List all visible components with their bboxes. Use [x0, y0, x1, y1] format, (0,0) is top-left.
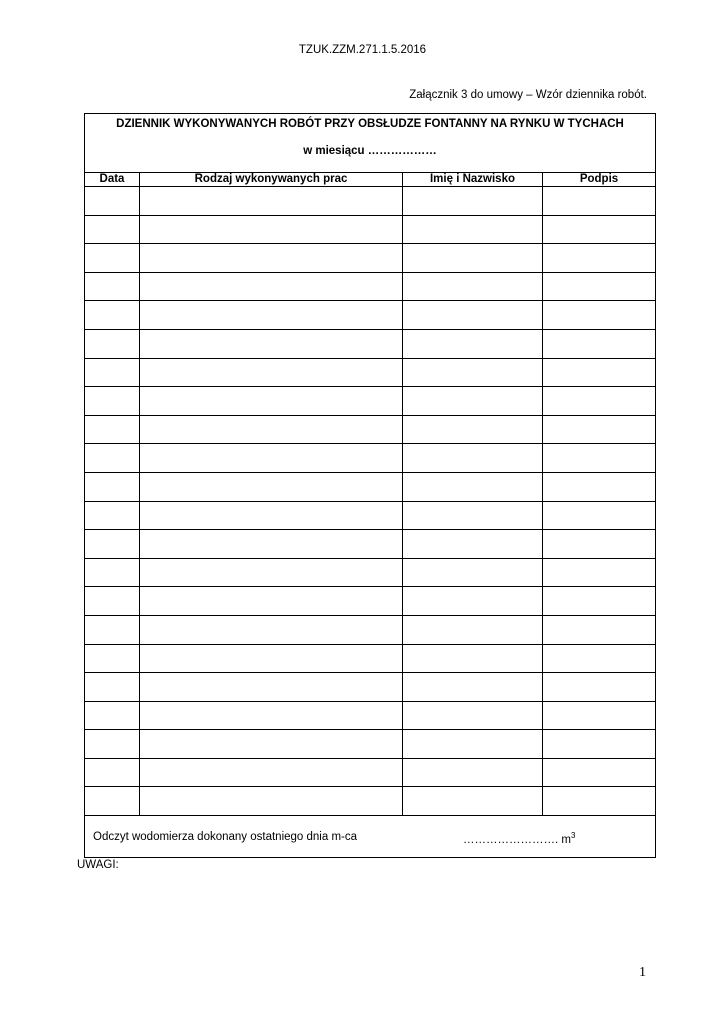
table-row [85, 444, 656, 473]
table-row [85, 587, 656, 616]
signature-cell [543, 301, 656, 330]
date-cell [85, 444, 140, 473]
work-type-cell [140, 758, 403, 787]
name-cell [403, 415, 543, 444]
table-row [85, 644, 656, 673]
signature-cell [543, 701, 656, 730]
date-cell [85, 187, 140, 216]
name-cell [403, 701, 543, 730]
name-cell [403, 758, 543, 787]
meter-reading-label: Odczyt wodomierza dokonany ostatniego dnia m-ca [93, 831, 358, 844]
work-type-cell [140, 301, 403, 330]
date-cell [85, 730, 140, 759]
date-cell [85, 673, 140, 702]
signature-cell [543, 358, 656, 387]
signature-cell [543, 415, 656, 444]
date-cell [85, 415, 140, 444]
document-reference: TZUK.ZZM.271.1.5.2016 [298, 44, 427, 56]
name-cell [403, 472, 543, 501]
table-row [85, 215, 656, 244]
table-row [85, 758, 656, 787]
work-type-cell [140, 329, 403, 358]
signature-cell [543, 587, 656, 616]
date-cell [85, 301, 140, 330]
meter-reading-cell [85, 816, 656, 858]
name-cell [403, 673, 543, 702]
page-number: 1 [639, 965, 646, 980]
table-row [85, 615, 656, 644]
signature-cell [543, 530, 656, 559]
column-header-date: Data [85, 173, 140, 187]
date-cell [85, 272, 140, 301]
work-type-cell [140, 358, 403, 387]
column-header-name: Imię i Nazwisko [403, 173, 543, 187]
table-row [85, 501, 656, 530]
work-type-cell [140, 415, 403, 444]
name-cell [403, 272, 543, 301]
date-cell [85, 644, 140, 673]
name-cell [403, 215, 543, 244]
signature-cell [543, 758, 656, 787]
meter-unit-exponent: 3 [571, 831, 576, 841]
work-type-cell [140, 187, 403, 216]
remarks-label: UWAGI: [77, 859, 119, 871]
date-cell [85, 244, 140, 273]
name-cell [403, 187, 543, 216]
work-type-cell [140, 615, 403, 644]
work-type-cell [140, 673, 403, 702]
work-type-cell [140, 444, 403, 473]
name-cell [403, 730, 543, 759]
date-cell [85, 701, 140, 730]
date-cell [85, 472, 140, 501]
name-cell [403, 587, 543, 616]
title-cell [85, 114, 656, 173]
signature-cell [543, 387, 656, 416]
date-cell [85, 387, 140, 416]
date-cell [85, 615, 140, 644]
signature-cell [543, 730, 656, 759]
table-row [85, 415, 656, 444]
work-type-cell [140, 530, 403, 559]
date-cell [85, 215, 140, 244]
work-type-cell [140, 387, 403, 416]
table-row [85, 387, 656, 416]
table-row [85, 187, 656, 216]
meter-unit: m [561, 833, 571, 846]
signature-cell [543, 244, 656, 273]
signature-cell [543, 558, 656, 587]
work-type-cell [140, 244, 403, 273]
signature-cell [543, 444, 656, 473]
name-cell [403, 787, 543, 816]
table-row [85, 787, 656, 816]
work-type-cell [140, 701, 403, 730]
name-cell [403, 444, 543, 473]
work-type-cell [140, 787, 403, 816]
date-cell [85, 329, 140, 358]
meter-reading-row [85, 816, 656, 858]
table-row [85, 530, 656, 559]
attachment-note: Załącznik 3 do umowy – Wzór dziennika robót. [409, 89, 647, 101]
column-header-signature: Podpis [543, 173, 656, 187]
signature-cell [543, 787, 656, 816]
table-row [85, 673, 656, 702]
signature-cell [543, 673, 656, 702]
date-cell [85, 558, 140, 587]
column-header-row [85, 173, 656, 187]
work-type-cell [140, 558, 403, 587]
name-cell [403, 501, 543, 530]
name-cell [403, 358, 543, 387]
signature-cell [543, 272, 656, 301]
date-cell [85, 787, 140, 816]
table-row [85, 301, 656, 330]
date-cell [85, 758, 140, 787]
name-cell [403, 644, 543, 673]
table-row [85, 730, 656, 759]
name-cell [403, 301, 543, 330]
signature-cell [543, 644, 656, 673]
work-type-cell [140, 587, 403, 616]
work-type-cell [140, 730, 403, 759]
title-row [85, 114, 656, 173]
table-row [85, 272, 656, 301]
work-type-cell [140, 644, 403, 673]
month-line: w miesiącu ……………… [303, 145, 437, 157]
table-row [85, 244, 656, 273]
signature-cell [543, 501, 656, 530]
work-type-cell [140, 272, 403, 301]
name-cell [403, 615, 543, 644]
date-cell [85, 587, 140, 616]
table-row [85, 472, 656, 501]
signature-cell [543, 215, 656, 244]
signature-cell [543, 472, 656, 501]
name-cell [403, 530, 543, 559]
table-row [85, 358, 656, 387]
log-title: DZIENNIK WYKONYWANYCH ROBÓT PRZY OBSŁUDZE FONTANNY NA RYNKU W TYCHACH [116, 118, 624, 130]
signature-cell [543, 187, 656, 216]
meter-reading-value [463, 831, 575, 846]
table-row [85, 558, 656, 587]
date-cell [85, 530, 140, 559]
work-type-cell [140, 215, 403, 244]
signature-cell [543, 329, 656, 358]
name-cell [403, 329, 543, 358]
meter-reading-dots: ……………………. [463, 833, 559, 846]
work-type-cell [140, 501, 403, 530]
name-cell [403, 558, 543, 587]
table-row [85, 701, 656, 730]
date-cell [85, 501, 140, 530]
work-log-table [84, 113, 656, 858]
date-cell [85, 358, 140, 387]
column-header-work-type: Rodzaj wykonywanych prac [140, 173, 403, 187]
name-cell [403, 244, 543, 273]
table-row [85, 329, 656, 358]
name-cell [403, 387, 543, 416]
signature-cell [543, 615, 656, 644]
work-type-cell [140, 472, 403, 501]
